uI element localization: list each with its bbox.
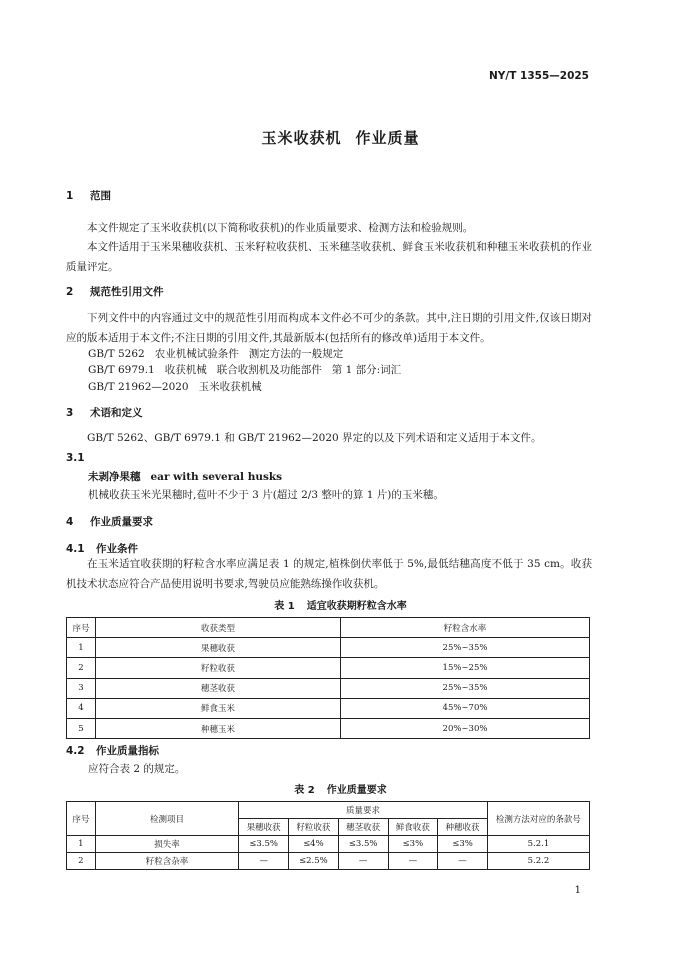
table-header-cell: 序号: [67, 802, 96, 836]
table-cell: ≤3%: [438, 836, 488, 853]
document-number: NY/T 1355—2025: [489, 70, 589, 82]
table-row: [67, 698, 590, 718]
section-3-paragraph-1: GB/T 5262、GB/T 6979.1 和 GB/T 21962—2020 界定的以及下列术语和定义适用于本文件。: [87, 432, 542, 444]
table-2: [66, 801, 590, 870]
table-row: [67, 678, 590, 698]
table-1-caption: 表 1 适宜收获期籽粒含水率: [274, 601, 407, 612]
table-header-cell: 果穗收获: [239, 819, 289, 836]
section-2-paragraph-1: 下列文件中的内容通过文中的规范性引用而构成本文件必不可少的条款。其中,注日期的引用文件,仅该日期对应的版本适用于本文件;不注日期的引用文件,其最新版本(包括所有的修改单)适用于本文件。: [66, 312, 592, 344]
term-definition: 机械收获玉米光果穗时,苞叶不少于 3 片(超过 2/3 整叶的算 1 片)的玉米穗。: [88, 489, 444, 501]
table-header-row: [67, 802, 590, 819]
term-entry: 未剥净果穗 ear with several husks: [88, 471, 283, 483]
table-cell: —: [388, 853, 438, 870]
table-cell: 20%~30%: [341, 718, 590, 738]
table-cell: 4: [67, 698, 96, 718]
table-cell: ≤2.5%: [288, 853, 338, 870]
table-cell: 1: [67, 638, 96, 658]
table-cell: —: [438, 853, 488, 870]
table-row: [67, 638, 590, 658]
table-row: [67, 853, 590, 870]
subsection-4-1-heading: 4.1 作业条件: [66, 543, 138, 555]
subsection-4-2-heading: 4.2 作业质量指标: [66, 745, 159, 757]
subsection-4-2-paragraph: 应符合表 2 的规定。: [88, 763, 186, 775]
table-cell: 25%~35%: [341, 678, 590, 698]
table-cell: 3: [67, 678, 96, 698]
section-1-paragraph-1: 本文件规定了玉米收获机(以下简称收获机)的作业质量要求、检测方法和检验规则。: [87, 222, 474, 234]
table-cell: 45%~70%: [341, 698, 590, 718]
reference-item: GB/T 6979.1 收获机械 联合收割机及功能部件 第 1 部分:词汇: [88, 364, 402, 376]
table-cell: 损失率: [95, 836, 238, 853]
section-2-heading: 2 规范性引用文件: [66, 286, 164, 298]
table-cell: ≤3%: [388, 836, 438, 853]
table-cell: 5.2.2: [487, 853, 589, 870]
page-number: 1: [574, 885, 581, 896]
table-header-cell: 质量要求: [239, 802, 488, 819]
table-cell: 15%~25%: [341, 658, 590, 678]
subsection-4-1-paragraph: 在玉米适宜收获期的籽粒含水率应满足表 1 的规定,植株倒伏率低于 5%,最低结穗高度不低于 35 cm。收获机技术状态应符合产品使用说明书要求,驾驶员应能熟练操作收获机。: [66, 558, 592, 590]
table-cell: 2: [67, 853, 96, 870]
table-header-cell: 籽粒含水率: [341, 618, 590, 638]
table-cell: 籽粒收获: [96, 658, 341, 678]
section-1-paragraph-2: 本文件适用于玉米果穗收获机、玉米籽粒收获机、玉米穗茎收获机、鲜食玉米收获机和种穗玉米收获机的作业质量评定。: [66, 241, 592, 273]
table-row: [67, 836, 590, 853]
section-1-heading: 1 范围: [66, 190, 111, 202]
table-cell: 籽粒含杂率: [95, 853, 238, 870]
table-header-cell: 收获类型: [96, 618, 341, 638]
table-cell: 5: [67, 718, 96, 738]
table-cell: 种穗玉米: [96, 718, 341, 738]
table-cell: ≤4%: [288, 836, 338, 853]
table-header-cell: 种穗收获: [438, 819, 488, 836]
reference-item: GB/T 5262 农业机械试验条件 测定方法的一般规定: [88, 348, 344, 360]
table-2-caption: 表 2 作业质量要求: [294, 785, 387, 796]
table-cell: 1: [67, 836, 96, 853]
table-cell: ≤3.5%: [239, 836, 289, 853]
subsection-3-1-number: 3.1: [66, 452, 85, 464]
table-cell: —: [239, 853, 289, 870]
document-title: 玉米收获机 作业质量: [261, 129, 420, 147]
table-cell: 果穗收获: [96, 638, 341, 658]
section-3-heading: 3 术语和定义: [66, 407, 143, 419]
table-cell: 2: [67, 658, 96, 678]
table-row: [67, 658, 590, 678]
table-header-cell: 穗茎收获: [338, 819, 388, 836]
reference-item: GB/T 21962—2020 玉米收获机械: [88, 381, 262, 393]
table-cell: 鲜食玉米: [96, 698, 341, 718]
table-cell: 穗茎收获: [96, 678, 341, 698]
table-header-cell: 鲜食收获: [388, 819, 438, 836]
table-1: [66, 617, 590, 739]
table-header-cell: 籽粒收获: [288, 819, 338, 836]
table-cell: 25%~35%: [341, 638, 590, 658]
section-4-heading: 4 作业质量要求: [66, 516, 153, 528]
table-header-cell: 序号: [67, 618, 96, 638]
table-cell: —: [338, 853, 388, 870]
table-header-cell: 检测方法对应的条款号: [487, 802, 589, 836]
table-cell: ≤3.5%: [338, 836, 388, 853]
table-cell: 5.2.1: [487, 836, 589, 853]
table-header-row: [67, 618, 590, 638]
table-row: [67, 718, 590, 738]
table-header-cell: 检测项目: [95, 802, 238, 836]
